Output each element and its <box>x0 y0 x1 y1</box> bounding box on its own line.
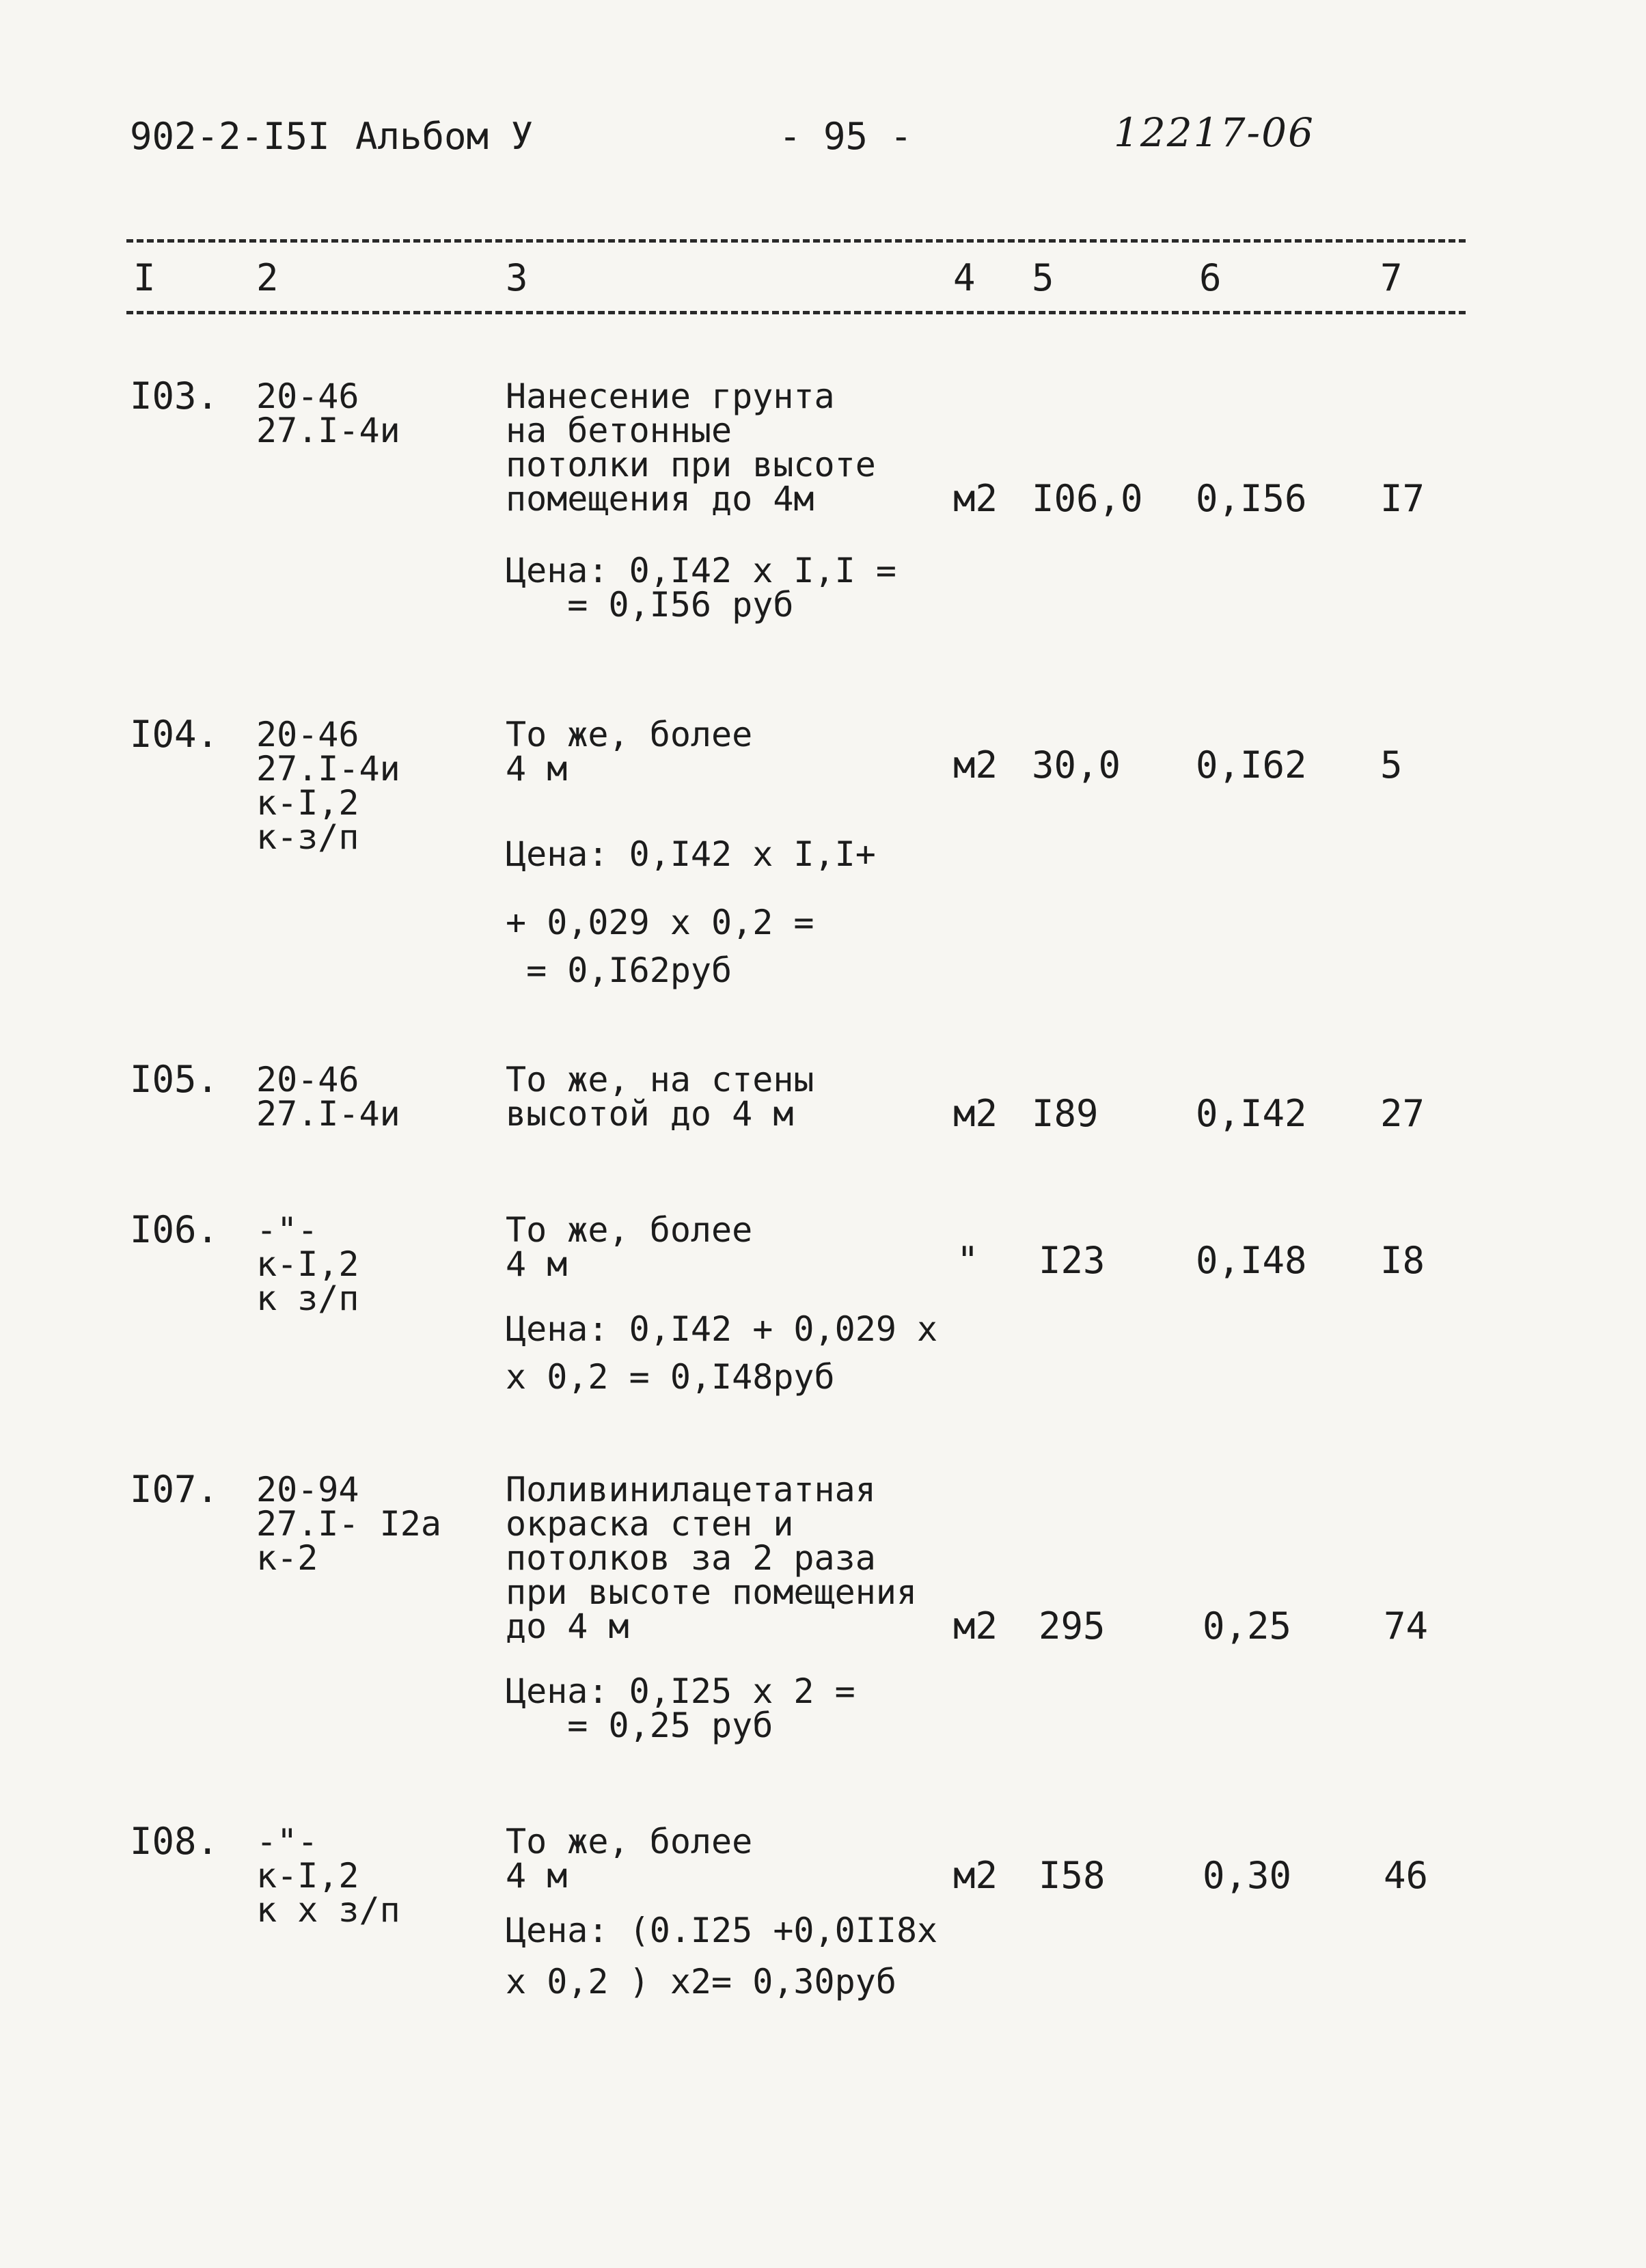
row-total: 46 <box>1384 1854 1429 1897</box>
row-desc-line: 4 м <box>506 1856 568 1896</box>
row-quantity: I58 <box>1039 1854 1106 1897</box>
row-code-line: к x з/п <box>256 1890 400 1930</box>
divider-bottom <box>126 311 1466 314</box>
row-code-line: 27.I-4и <box>256 749 400 789</box>
row-price-line: Цена: 0,I42 x I,I+ <box>506 834 876 874</box>
row-quantity: I06,0 <box>1032 477 1143 520</box>
row-number: I06. <box>130 1208 219 1251</box>
row-desc-line: То же, более <box>506 715 753 754</box>
column-header-6: 6 <box>1199 256 1222 299</box>
row-price-line: Цена: 0,I42 x I,I = <box>506 551 896 590</box>
row-code-line: 20-46 <box>256 715 359 754</box>
row-desc-line: при высоте помещения <box>506 1572 918 1612</box>
column-header-5: 5 <box>1032 256 1054 299</box>
row-price-line: Цена: (0.I25 +0,0II8x <box>506 1911 938 1950</box>
row-number: I05. <box>130 1058 219 1101</box>
row-desc-line: помещения до 4м <box>506 479 814 519</box>
column-header-7: 7 <box>1380 256 1403 299</box>
handwritten-number: 12217-06 <box>1114 109 1315 156</box>
album-label: Альбом У <box>355 115 534 158</box>
row-quantity: 295 <box>1039 1604 1106 1648</box>
row-desc-line: 4 м <box>506 749 568 789</box>
divider-top <box>126 239 1466 243</box>
row-unit: " <box>957 1239 979 1282</box>
row-quantity: 30,0 <box>1032 743 1121 787</box>
row-unit: м2 <box>953 1604 998 1648</box>
document-code: 902-2-I5I <box>130 115 330 158</box>
row-total: 5 <box>1380 743 1403 787</box>
row-code-line: -"- <box>256 1210 318 1250</box>
row-price-line: + 0,029 x 0,2 = <box>506 903 814 942</box>
row-unit: м2 <box>953 1092 998 1135</box>
row-unit: м2 <box>953 477 998 520</box>
row-desc-line: потолков за 2 раза <box>506 1538 876 1578</box>
row-price-line: = 0,I56 руб <box>506 585 794 625</box>
row-rate: 0,I56 <box>1196 477 1307 520</box>
row-rate: 0,30 <box>1203 1854 1292 1897</box>
row-total: 27 <box>1380 1092 1425 1135</box>
row-desc-line: Нанесение грунта <box>506 377 835 416</box>
row-code-line: 20-46 <box>256 377 359 416</box>
row-desc-line: Поливинилацетатная <box>506 1470 876 1509</box>
row-total: I7 <box>1380 477 1425 520</box>
row-desc-line: высотой до 4 м <box>506 1094 794 1134</box>
row-code-line: к-I,2 <box>256 783 359 823</box>
column-header-1: I <box>133 256 156 299</box>
row-code-line: 27.I-4и <box>256 411 400 450</box>
row-code-line: 20-94 <box>256 1470 359 1509</box>
row-total: I8 <box>1380 1239 1425 1282</box>
row-code-line: к-з/п <box>256 817 359 857</box>
row-desc-line: на бетонные <box>506 411 732 450</box>
row-desc-line: То же, на стены <box>506 1060 814 1099</box>
column-header-4: 4 <box>953 256 976 299</box>
row-code-line: 27.I-4и <box>256 1094 400 1134</box>
row-price-line: Цена: 0,I42 + 0,029 x <box>506 1309 938 1349</box>
row-rate: 0,I42 <box>1196 1092 1307 1135</box>
row-price-line: = 0,I62руб <box>506 951 732 990</box>
row-price-line: = 0,25 руб <box>506 1706 773 1745</box>
row-number: I07. <box>130 1468 219 1511</box>
row-price-line: x 0,2 ) x2= 0,30руб <box>506 1962 896 2001</box>
row-quantity: I23 <box>1039 1239 1106 1282</box>
column-header-3: 3 <box>506 256 528 299</box>
row-price-line: Цена: 0,I25 x 2 = <box>506 1671 855 1711</box>
row-code-line: 20-46 <box>256 1060 359 1099</box>
row-code-line: к-I,2 <box>256 1856 359 1896</box>
row-rate: 0,25 <box>1203 1604 1292 1648</box>
row-number: I04. <box>130 713 219 756</box>
page-number: - 95 - <box>779 115 913 158</box>
row-desc-line: То же, более <box>506 1822 753 1861</box>
row-desc-line: до 4 м <box>506 1607 629 1646</box>
row-quantity: I89 <box>1032 1092 1099 1135</box>
row-desc-line: То же, более <box>506 1210 753 1250</box>
row-total: 74 <box>1384 1604 1429 1648</box>
row-rate: 0,I62 <box>1196 743 1307 787</box>
row-desc-line: окраска стен и <box>506 1504 794 1544</box>
row-number: I03. <box>130 374 219 418</box>
row-unit: м2 <box>953 743 998 787</box>
row-rate: 0,I48 <box>1196 1239 1307 1282</box>
row-code-line: к-I,2 <box>256 1244 359 1284</box>
row-unit: м2 <box>953 1854 998 1897</box>
row-desc-line: 4 м <box>506 1244 568 1284</box>
row-price-line: x 0,2 = 0,I48руб <box>506 1357 835 1397</box>
row-code-line: 27.I- I2а <box>256 1504 441 1544</box>
row-number: I08. <box>130 1820 219 1863</box>
column-header-2: 2 <box>256 256 279 299</box>
row-code-line: -"- <box>256 1822 318 1861</box>
row-code-line: к-2 <box>256 1538 318 1578</box>
row-code-line: к з/п <box>256 1279 359 1318</box>
row-desc-line: потолки при высоте <box>506 445 876 484</box>
